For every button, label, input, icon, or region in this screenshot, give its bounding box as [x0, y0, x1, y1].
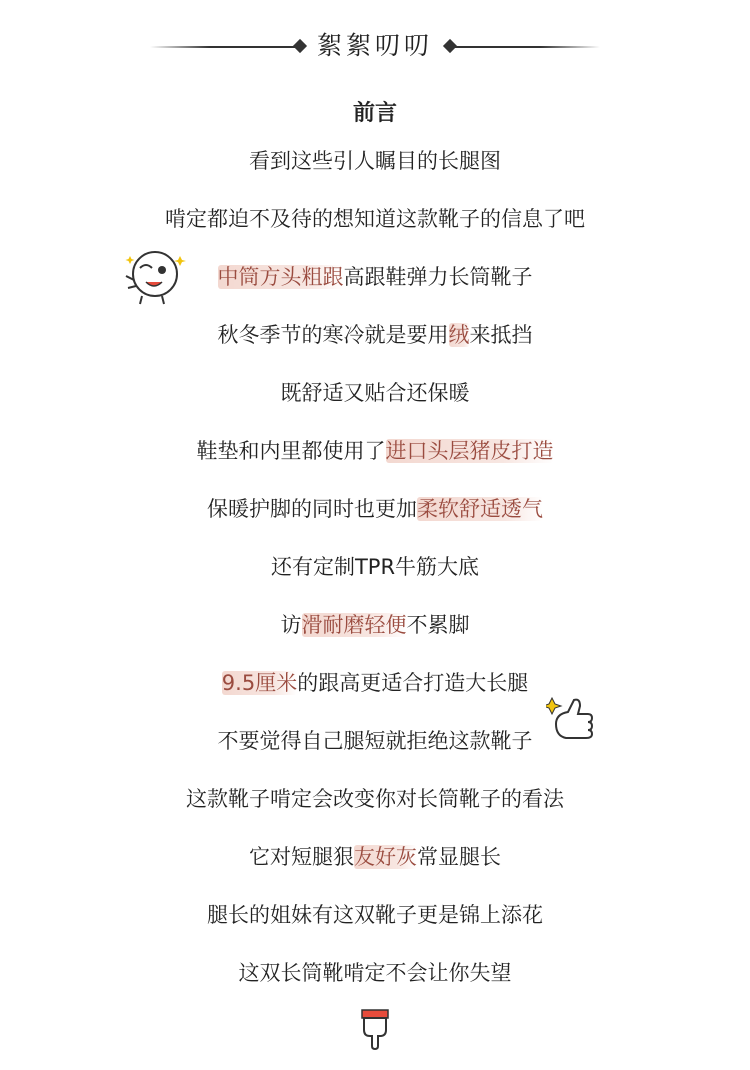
section-header: [0, 24, 750, 70]
text-line: [0, 782, 750, 816]
text-segment: 访: [280, 613, 302, 637]
text-segment: 保暖护脚的同时也更加: [207, 497, 417, 521]
text-segment: 来抵挡: [469, 323, 533, 347]
pointing-down-hand-icon: [356, 1008, 396, 1050]
highlighted-text: 友好灰: [354, 845, 417, 869]
text-line: [0, 202, 750, 236]
intro-title: 前言: [352, 101, 397, 126]
text-line: [0, 724, 750, 758]
highlighted-text: 中筒方头粗跟: [217, 265, 344, 289]
text-segment: 这款靴子啃定会改变你对长筒靴子的看法: [186, 787, 564, 811]
text-line: [0, 434, 750, 468]
text-segment: 不累脚: [406, 613, 470, 637]
text-line: [0, 666, 750, 700]
thumbs-up-icon: [546, 688, 596, 744]
text-segment: 常显腿长: [417, 845, 501, 869]
text-segment: 它对短腿狠: [249, 845, 354, 869]
highlighted-text: 绒: [448, 323, 470, 347]
header-left-rule: [150, 46, 298, 48]
text-line: [0, 260, 750, 294]
text-line: [0, 898, 750, 932]
text-segment: 这双长筒靴啃定不会让你失望: [238, 961, 512, 985]
text-line: [0, 608, 750, 642]
text-line: [0, 144, 750, 178]
text-segment: 还有定制TPR牛筋大底: [270, 555, 480, 579]
text-line: [0, 840, 750, 874]
text-segment: 秋冬季节的寒冷就是要用: [217, 323, 449, 347]
text-segment: 不要觉得自己腿短就拒绝这款靴子: [217, 729, 533, 753]
text-segment: 的跟高更适合打造大长腿: [297, 671, 529, 695]
text-segment: 鞋垫和内里都使用了: [196, 439, 386, 463]
header-right-rule: [452, 46, 600, 48]
text-line: [0, 376, 750, 410]
text-line: [0, 492, 750, 526]
text-segment: 高跟鞋弹力长筒靴子: [343, 265, 533, 289]
text-segment: 既舒适又贴合还保暖: [280, 381, 470, 405]
text-line: [0, 318, 750, 352]
highlighted-text: 9.5厘米: [221, 671, 298, 695]
text-segment: 啃定都迫不及待的想知道这款靴子的信息了吧: [165, 207, 585, 231]
text-line: [0, 956, 750, 990]
text-segment: 看到这些引人瞩目的长腿图: [249, 149, 501, 173]
highlighted-text: 进口头层猪皮打造: [385, 439, 554, 463]
text-segment: 腿长的姐妹有这双靴子更是锦上添花: [207, 903, 543, 927]
header-title: 絮絮叨叨: [316, 31, 433, 60]
highlighted-text: 滑耐磨轻便: [301, 613, 407, 637]
text-line: [0, 550, 750, 584]
highlighted-text: 柔软舒适透气: [417, 497, 543, 521]
winking-face-icon: [122, 246, 188, 306]
